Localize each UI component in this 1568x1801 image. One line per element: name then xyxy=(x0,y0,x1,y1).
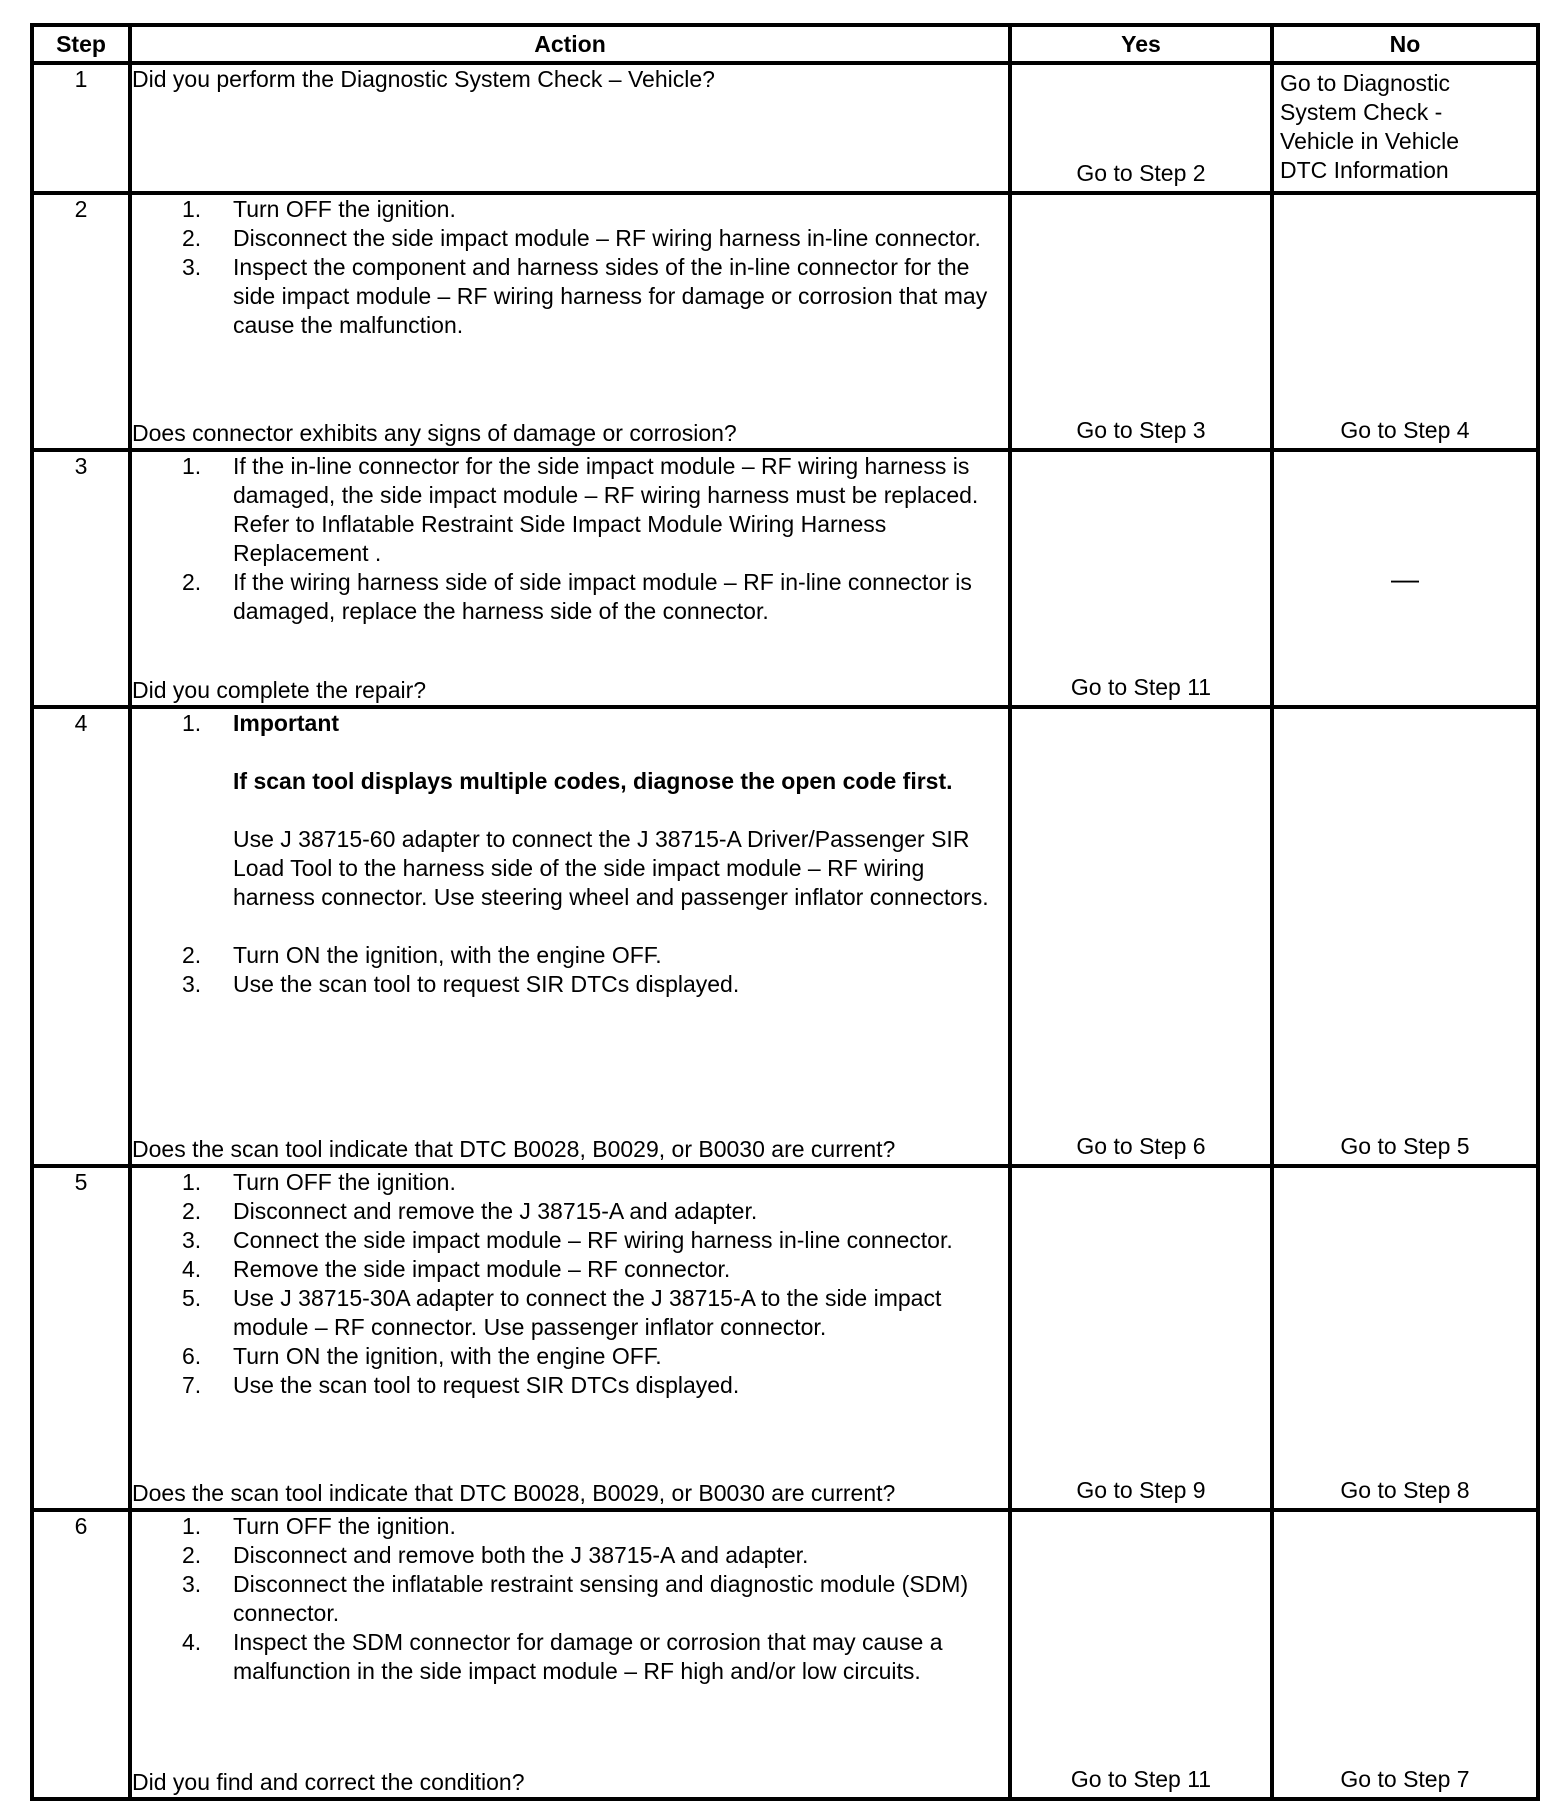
list-text: Disconnect and remove the J 38715-A and adapter. xyxy=(233,1198,758,1224)
yes-link[interactable]: Go to Step 9 xyxy=(1076,1477,1206,1503)
action-cell xyxy=(130,1166,1010,1510)
important-body: Use J 38715-60 adapter to connect the J 38715-A Driver/Passenger SIR Load Tool to the harness side of the side impact module – RF wiring harness connector. Use steering wheel and passenger inflator connectors. xyxy=(233,826,989,910)
header-row xyxy=(32,25,1538,63)
diagnostic-table-wrapper xyxy=(30,23,1536,1801)
yes-cell xyxy=(1010,707,1272,1166)
yes-cell xyxy=(1010,1166,1272,1510)
table-row-step-2 xyxy=(32,193,1538,450)
list-text: Use the scan tool to request SIR DTCs displayed. xyxy=(233,971,740,997)
list-text: Disconnect and remove both the J 38715-A and adapter. xyxy=(233,1542,809,1568)
yes-cell xyxy=(1010,450,1272,707)
list-text: Use the scan tool to request SIR DTCs displayed. xyxy=(233,1372,740,1398)
list-number: 1. xyxy=(182,196,202,222)
action-cell xyxy=(130,450,1010,707)
list-number: 3. xyxy=(182,254,202,280)
no-line: Vehicle in Vehicle xyxy=(1280,128,1460,154)
list-text: Turn OFF the ignition. xyxy=(233,196,456,222)
step-number: 6 xyxy=(32,1510,130,1799)
no-link[interactable]: Go to Step 7 xyxy=(1340,1766,1470,1792)
yes-link[interactable]: Go to Step 2 xyxy=(1076,160,1206,186)
step-number: 3 xyxy=(32,450,130,707)
list-number: 6. xyxy=(182,1343,202,1369)
step-number: 2 xyxy=(32,193,130,450)
yes-link[interactable]: Go to Step 6 xyxy=(1076,1133,1206,1159)
list-text: Disconnect the inflatable restraint sensing and diagnostic module (SDM) connector. xyxy=(233,1571,969,1626)
list-item xyxy=(132,568,1008,626)
list-item xyxy=(132,1342,1008,1371)
no-cell xyxy=(1272,1510,1538,1799)
list-number: 2. xyxy=(182,1198,202,1224)
list-item xyxy=(132,1371,1008,1400)
list-text: Turn ON the ignition, with the engine OFF. xyxy=(233,942,662,968)
no-line: Go to Diagnostic xyxy=(1280,70,1451,96)
yes-link[interactable]: Go to Step 11 xyxy=(1070,674,1212,700)
no-cell xyxy=(1272,450,1538,707)
list-item xyxy=(132,1570,1008,1628)
list-text: Connect the side impact module – RF wiring harness in-line connector. xyxy=(233,1227,953,1253)
action-cell xyxy=(130,193,1010,450)
table-row-step-6 xyxy=(32,1510,1538,1799)
no-line: DTC Information xyxy=(1280,157,1449,183)
list-text: Inspect the SDM connector for damage or corrosion that may cause a malfunction in the side impact module – RF high and/or low circuits. xyxy=(233,1629,943,1684)
list-number: 5. xyxy=(182,1285,202,1311)
list-number: 1. xyxy=(182,710,202,736)
table-row-step-5 xyxy=(32,1166,1538,1510)
step-list xyxy=(132,1512,1008,1686)
action-cell xyxy=(130,707,1010,1166)
no-line: System Check - xyxy=(1280,99,1443,125)
list-number: 2. xyxy=(182,569,202,595)
list-number: 1. xyxy=(182,1513,202,1539)
no-link[interactable] xyxy=(1274,65,1536,185)
list-item xyxy=(132,1284,1008,1342)
list-number: 2. xyxy=(182,942,202,968)
table-row-step-3 xyxy=(32,450,1538,707)
no-cell xyxy=(1272,1166,1538,1510)
yes-cell xyxy=(1010,63,1272,193)
list-item xyxy=(132,1226,1008,1255)
list-text: If the in-line connector for the side impact module – RF wiring harness is damaged, the side impact module – RF wiring harness must be replaced. Refer to Inflatable Restraint Side Impact Module Wiring Harness Replacement . xyxy=(233,453,979,566)
list-item xyxy=(132,253,1008,340)
yes-cell xyxy=(1010,1510,1272,1799)
list-number: 4. xyxy=(182,1256,202,1282)
list-number: 1. xyxy=(182,1169,202,1195)
list-item xyxy=(132,941,1008,970)
header-yes: Yes xyxy=(1010,25,1272,63)
important-text: If scan tool displays multiple codes, diagnose the open code first. xyxy=(233,768,953,794)
list-number: 2. xyxy=(182,1542,202,1568)
no-cell xyxy=(1272,193,1538,450)
no-link[interactable]: Go to Step 8 xyxy=(1340,1477,1470,1503)
step-number: 4 xyxy=(32,707,130,1166)
no-cell xyxy=(1272,63,1538,193)
table-row-step-1 xyxy=(32,63,1538,193)
list-number: 2. xyxy=(182,225,202,251)
list-number: 7. xyxy=(182,1372,202,1398)
step-number: 5 xyxy=(32,1166,130,1510)
list-text: Disconnect the side impact module – RF wiring harness in-line connector. xyxy=(233,225,981,251)
step-list xyxy=(132,709,1008,999)
yes-link[interactable]: Go to Step 11 xyxy=(1070,1766,1212,1792)
header-action: Action xyxy=(130,25,1010,63)
question-text: Does connector exhibits any signs of damage or corrosion? xyxy=(132,420,737,446)
action-cell xyxy=(130,1510,1010,1799)
yes-link[interactable]: Go to Step 3 xyxy=(1076,417,1206,443)
list-text: Turn ON the ignition, with the engine OFF. xyxy=(233,1343,662,1369)
question-text: Did you complete the repair? xyxy=(132,677,427,703)
step-list xyxy=(132,1168,1008,1400)
step-list xyxy=(132,452,1008,626)
no-dash: — xyxy=(1391,563,1419,594)
list-item xyxy=(132,224,1008,253)
list-item xyxy=(132,970,1008,999)
header-no: No xyxy=(1272,25,1538,63)
list-text: If the wiring harness side of side impact module – RF in-line connector is damaged, replace the harness side of the connector. xyxy=(233,569,972,624)
list-item xyxy=(132,1197,1008,1226)
list-number: 1. xyxy=(182,453,202,479)
step-list xyxy=(132,195,1008,340)
question-text: Does the scan tool indicate that DTC B0028, B0029, or B0030 are current? xyxy=(132,1136,896,1162)
no-link[interactable]: Go to Step 4 xyxy=(1340,417,1470,443)
question-text: Did you perform the Diagnostic System Check – Vehicle? xyxy=(132,66,715,92)
list-item xyxy=(132,1255,1008,1284)
list-number: 3. xyxy=(182,1227,202,1253)
step-number: 1 xyxy=(32,63,130,193)
question-text: Did you find and correct the condition? xyxy=(132,1769,525,1795)
action-cell xyxy=(130,63,1010,193)
list-text: Use J 38715-30A adapter to connect the J 38715-A to the side impact module – RF connector. Use passenger inflator connector. xyxy=(233,1285,942,1340)
list-item xyxy=(132,195,1008,224)
question-text: Does the scan tool indicate that DTC B0028, B0029, or B0030 are current? xyxy=(132,1480,896,1506)
important-label: Important xyxy=(233,710,340,736)
list-item-important xyxy=(132,709,1008,941)
list-text: Inspect the component and harness sides of the in-line connector for the side impact module – RF wiring harness for damage or corrosion that may cause the malfunction. xyxy=(233,254,988,338)
list-text: Remove the side impact module – RF connector. xyxy=(233,1256,731,1282)
list-item xyxy=(132,1541,1008,1570)
list-text: Turn OFF the ignition. xyxy=(233,1513,456,1539)
header-step: Step xyxy=(32,25,130,63)
diagnostic-table xyxy=(30,23,1540,1801)
no-link[interactable]: Go to Step 5 xyxy=(1340,1133,1470,1159)
list-item xyxy=(132,1628,1008,1686)
table-row-step-4 xyxy=(32,707,1538,1166)
list-text: Turn OFF the ignition. xyxy=(233,1169,456,1195)
yes-cell xyxy=(1010,193,1272,450)
list-item xyxy=(132,1168,1008,1197)
list-number: 3. xyxy=(182,1571,202,1597)
list-item xyxy=(132,1512,1008,1541)
list-number: 3. xyxy=(182,971,202,997)
no-cell xyxy=(1272,707,1538,1166)
list-item xyxy=(132,452,1008,568)
list-number: 4. xyxy=(182,1629,202,1655)
